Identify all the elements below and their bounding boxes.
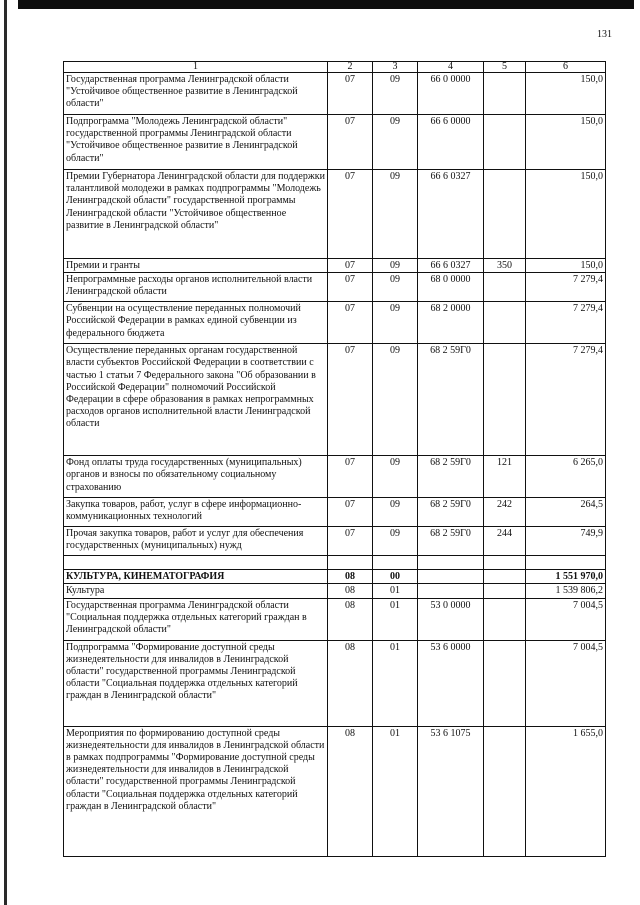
row-csr: 68 2 59Г0 [418, 344, 484, 456]
column-header: 5 [484, 62, 526, 73]
row-rz: 08 [328, 598, 373, 640]
row-pr: 09 [373, 273, 418, 302]
budget-table [63, 61, 606, 857]
row-name: Прочая закупка товаров, работ и услуг для обеспечения государственных (муниципальных) нужд [64, 527, 328, 556]
row-vr [484, 115, 526, 170]
row-sum: 7 279,4 [526, 344, 606, 456]
row-pr: 01 [373, 640, 418, 726]
row-sum: 264,5 [526, 498, 606, 527]
row-csr: 68 2 59Г0 [418, 498, 484, 527]
section-sum: 1 551 970,0 [526, 570, 606, 584]
row-csr: 66 6 0327 [418, 170, 484, 259]
row-sum: 749,9 [526, 527, 606, 556]
row-vr [484, 302, 526, 344]
table-row [64, 115, 606, 170]
row-name: Государственная программа Ленинградской области "Социальная поддержка отдельных категорий граждан в Ленинградской области" [64, 598, 328, 640]
row-vr: 350 [484, 259, 526, 273]
row-pr: 09 [373, 344, 418, 456]
row-name: Подпрограмма "Формирование доступной среды жизнедеятельности для инвалидов в Ленинградской области" государственной программы Ленинградской области "Социальная поддержка отдельных категорий граждан в Ленинградской области" [64, 640, 328, 726]
table-row [64, 259, 606, 273]
row-pr: 01 [373, 598, 418, 640]
table-row [64, 640, 606, 726]
row-vr [484, 726, 526, 856]
row-csr: 53 6 0000 [418, 640, 484, 726]
table-row [64, 527, 606, 556]
row-rz: 07 [328, 344, 373, 456]
row-vr: 121 [484, 456, 526, 498]
row-csr: 68 0 0000 [418, 273, 484, 302]
row-pr: 01 [373, 726, 418, 856]
column-header-row [64, 62, 606, 73]
section-pr: 00 [373, 570, 418, 584]
row-csr: 66 6 0000 [418, 115, 484, 170]
row-rz: 07 [328, 273, 373, 302]
row-sum: 7 004,5 [526, 640, 606, 726]
row-vr: 242 [484, 498, 526, 527]
row-sum: 150,0 [526, 259, 606, 273]
row-sum: 150,0 [526, 73, 606, 115]
table-row [64, 584, 606, 598]
row-rz: 07 [328, 498, 373, 527]
row-name: Фонд оплаты труда государственных (муниципальных) органов и взносы по обязательному социальному страхованию [64, 456, 328, 498]
section-csr [418, 570, 484, 584]
section-rz: 08 [328, 570, 373, 584]
row-csr: 53 0 0000 [418, 598, 484, 640]
row-vr [484, 598, 526, 640]
scan-top-edge [18, 0, 634, 9]
table-row [64, 456, 606, 498]
row-csr: 66 6 0327 [418, 259, 484, 273]
column-header: 4 [418, 62, 484, 73]
row-pr: 09 [373, 498, 418, 527]
row-csr: 53 6 1075 [418, 726, 484, 856]
table-row [64, 598, 606, 640]
row-vr [484, 584, 526, 598]
row-pr: 09 [373, 302, 418, 344]
row-vr [484, 344, 526, 456]
row-name: Мероприятия по формированию доступной среды жизнедеятельности для инвалидов в Ленинградской области в рамках подпрограммы "Формирование доступной среды жизнедеятельности для инвалидов в Ленинградской области" государственной программы Ленинградской области "Социальная поддержка отдельных категорий граждан в Ленинградской области" [64, 726, 328, 856]
row-pr: 09 [373, 259, 418, 273]
row-rz: 07 [328, 259, 373, 273]
row-sum: 7 004,5 [526, 598, 606, 640]
row-rz: 07 [328, 456, 373, 498]
section-vr [484, 570, 526, 584]
row-sum: 150,0 [526, 115, 606, 170]
row-rz: 07 [328, 527, 373, 556]
row-name: Премии Губернатора Ленинградской области для поддержки талантливой молодежи в рамках подпрограммы "Молодежь Ленинградской области" государственной программы Ленинградской области "Устойчивое общественное развитие в Ленинградской области" [64, 170, 328, 259]
row-sum: 1 539 806,2 [526, 584, 606, 598]
row-name: Непрограммные расходы органов исполнительной власти Ленинградской области [64, 273, 328, 302]
row-rz: 07 [328, 73, 373, 115]
row-pr: 01 [373, 584, 418, 598]
page-number: 131 [597, 29, 612, 40]
column-header: 6 [526, 62, 606, 73]
row-vr [484, 640, 526, 726]
row-name: Подпрограмма "Молодежь Ленинградской области" государственной программы Ленинградской области "Устойчивое общественное развитие в Ленинградской области" [64, 115, 328, 170]
table-row [64, 170, 606, 259]
scan-left-edge [4, 0, 7, 905]
row-sum: 7 279,4 [526, 273, 606, 302]
row-sum: 6 265,0 [526, 456, 606, 498]
row-pr: 09 [373, 456, 418, 498]
column-header: 3 [373, 62, 418, 73]
table-row [64, 498, 606, 527]
row-vr: 244 [484, 527, 526, 556]
row-name: Субвенции на осуществление переданных полномочий Российской Федерации в рамках единой субвенции из федерального бюджета [64, 302, 328, 344]
row-vr [484, 73, 526, 115]
row-name: Государственная программа Ленинградской области "Устойчивое общественное развитие в Ленинградской области" [64, 73, 328, 115]
row-rz: 07 [328, 170, 373, 259]
section-row [64, 570, 606, 584]
column-header: 1 [64, 62, 328, 73]
row-name: Осуществление переданных органам государственной власти субъектов Российской Федерации в соответствии с частью 1 статьи 7 Федерального закона "Об образовании в Российской Федерации" полномочий Российской Федерации в сфере образования в рамках непрограммных расходов органов исполнительной власти Ленинградской области [64, 344, 328, 456]
row-sum: 7 279,4 [526, 302, 606, 344]
row-csr [418, 584, 484, 598]
row-name: Культура [64, 584, 328, 598]
column-header: 2 [328, 62, 373, 73]
row-vr [484, 273, 526, 302]
row-pr: 09 [373, 527, 418, 556]
row-sum: 1 655,0 [526, 726, 606, 856]
row-rz: 07 [328, 302, 373, 344]
table-row [64, 73, 606, 115]
table-row [64, 302, 606, 344]
row-rz: 08 [328, 726, 373, 856]
row-name: Закупка товаров, работ, услуг в сфере информационно-коммуникационных технологий [64, 498, 328, 527]
section-name: КУЛЬТУРА, КИНЕМАТОГРАФИЯ [64, 570, 328, 584]
row-csr: 66 0 0000 [418, 73, 484, 115]
row-pr: 09 [373, 115, 418, 170]
table-row [64, 726, 606, 856]
row-name: Премии и гранты [64, 259, 328, 273]
table-row [64, 344, 606, 456]
row-pr: 09 [373, 170, 418, 259]
spacer-row [64, 556, 606, 570]
row-sum: 150,0 [526, 170, 606, 259]
row-rz: 07 [328, 115, 373, 170]
row-vr [484, 170, 526, 259]
row-csr: 68 2 59Г0 [418, 456, 484, 498]
row-csr: 68 2 59Г0 [418, 527, 484, 556]
row-csr: 68 2 0000 [418, 302, 484, 344]
row-rz: 08 [328, 640, 373, 726]
row-pr: 09 [373, 73, 418, 115]
table-row [64, 273, 606, 302]
row-rz: 08 [328, 584, 373, 598]
